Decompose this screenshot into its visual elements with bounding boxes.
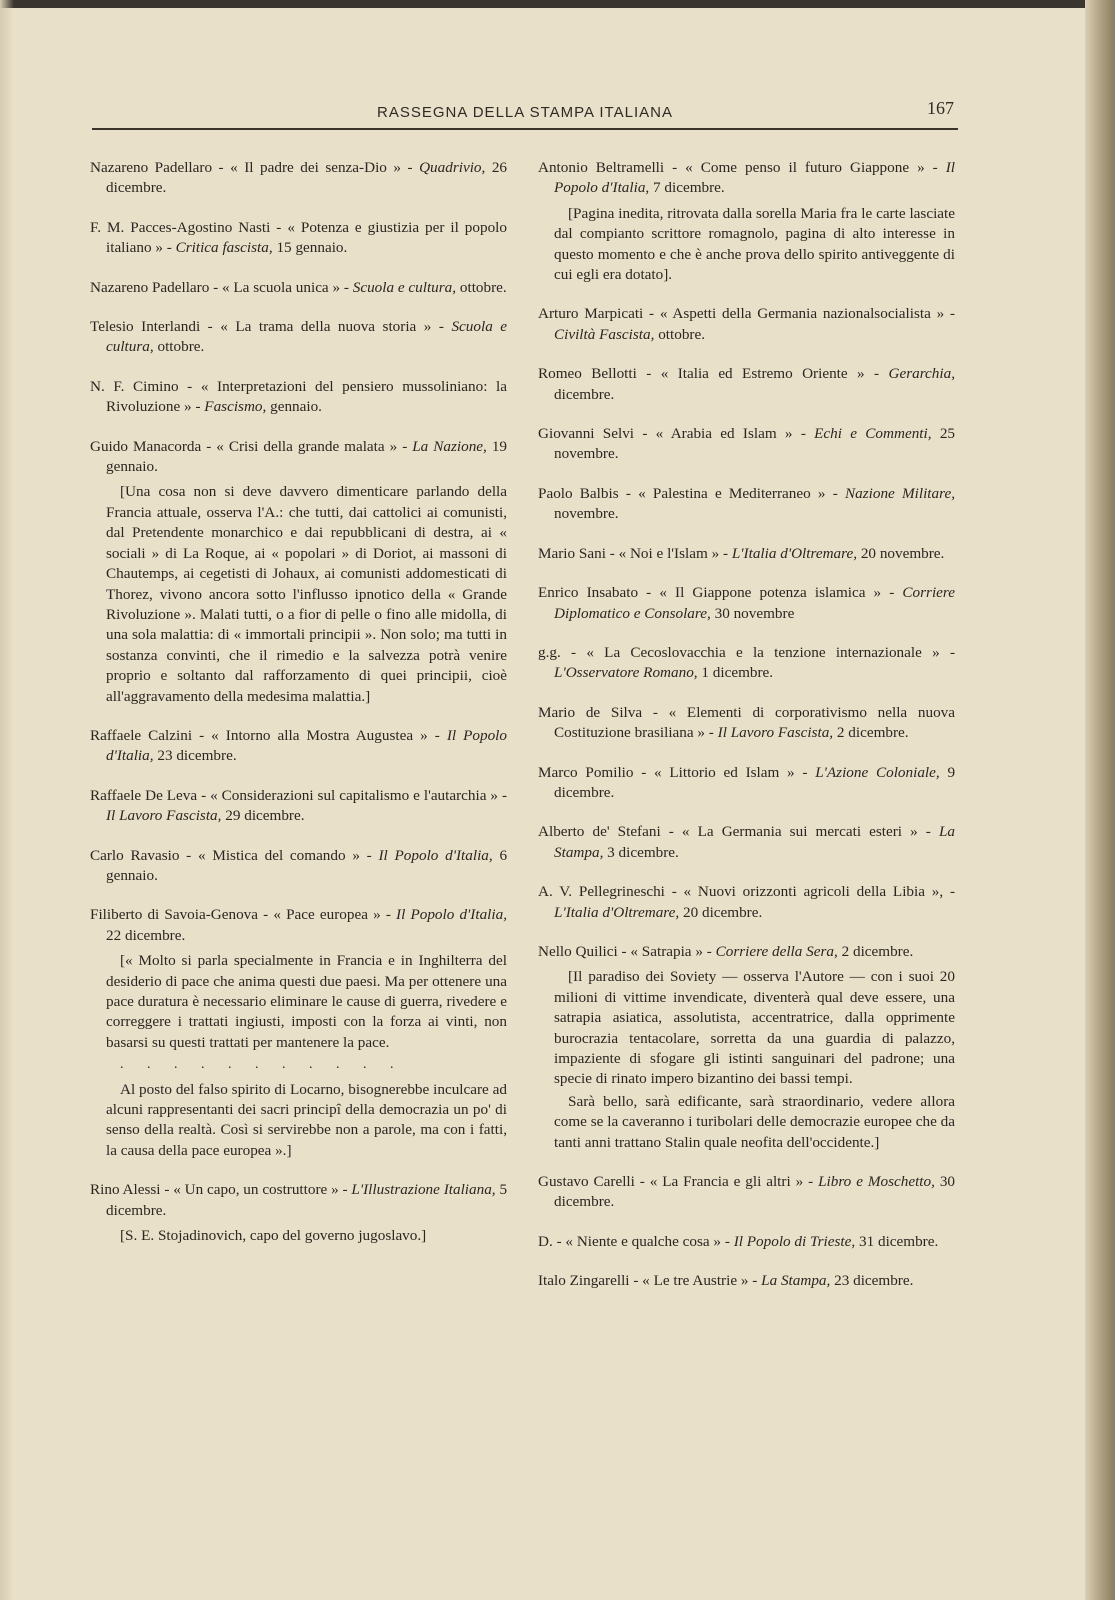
bibliography-entry bbox=[90, 786, 507, 827]
citation: Romeo Bellotti - « Italia ed Estremo Oriente » - Gerarchia, dicembre. bbox=[538, 365, 956, 403]
citation: Guido Manacorda - « Crisi della grande malata » - La Nazione, 19 gennaio. bbox=[90, 437, 508, 476]
entry-author: Telesio Interlandi bbox=[90, 318, 201, 336]
left-column bbox=[90, 158, 507, 1265]
entry-date: 2 dicembre. bbox=[841, 942, 914, 960]
entry-publication: Corriere della Sera, bbox=[715, 942, 838, 960]
entry-author: N. F. Cimino bbox=[90, 377, 179, 395]
entry-date: 22 dicembre. bbox=[106, 926, 186, 944]
citation: A. V. Pellegrineschi - « Nuovi orizzonti agricoli della Libia », - L'Italia d'Oltremare, 20 dicembre. bbox=[538, 883, 955, 921]
entry-date: 30 dicembre. bbox=[554, 1173, 956, 1211]
citation: Marco Pomilio - « Littorio ed Islam » - L'Azione Coloniale, 9 dicembre. bbox=[538, 763, 956, 801]
entry-publication: Nazione Militare, bbox=[845, 484, 955, 502]
entry-title: « Mistica del comando » bbox=[197, 846, 360, 864]
entry-title: « Palestina e Mediterraneo » bbox=[638, 484, 826, 502]
citation: N. F. Cimino - « Interpretazioni del pensiero mussoliniano: la Rivoluzione » - Fascismo, gennaio. bbox=[90, 377, 507, 416]
note-paragraph: [Il paradiso dei Soviety — osserva l'Autore — con i suoi 20 milioni di vittime invendicate, diventerà qual deve essere, una satrapia asiatica, assolutista, accentratrice, dalla opprimente burocrazia tentacolare, sorretta da una guardia di palazzo, impaziente di sfogare gli istinti sanguinari del padrone; una specie di rinato impero bizantino dei bassi tempi. bbox=[554, 968, 955, 1088]
entry-publication: La Stampa, bbox=[761, 1272, 831, 1290]
bibliography-entry bbox=[538, 882, 955, 923]
entry-date: 26 dicembre. bbox=[106, 159, 508, 197]
entry-date: 23 dicembre. bbox=[157, 747, 237, 765]
note-paragraph: [Pagina inedita, ritrovata dalla sorella Maria fra le carte lasciate dal compianto scrittore romagnolo, pagina di alto interesse in questo momento e che è anche prova dello spirito antiveggente di cui egli era dotato]. bbox=[554, 204, 955, 284]
entry-author: Carlo Ravasio bbox=[90, 846, 180, 864]
citation: Nello Quilici - « Satrapia » - Corriere della Sera, 2 dicembre. bbox=[538, 942, 914, 960]
page-top-edge bbox=[0, 0, 1115, 8]
entry-date: 5 dicembre. bbox=[106, 1181, 508, 1219]
entry-date: 9 dicembre. bbox=[554, 763, 956, 801]
entry-date: 31 dicembre. bbox=[858, 1232, 939, 1250]
entry-author: Italo Zingarelli bbox=[538, 1272, 630, 1290]
citation: F. M. Pacces-Agostino Nasti - « Potenza e giustizia per il popolo italiano » - Critica fascista, 15 gennaio. bbox=[90, 218, 507, 257]
entry-date: 20 novembre. bbox=[860, 544, 945, 562]
citation: Carlo Ravasio - « Mistica del comando » - Il Popolo d'Italia, 6 gennaio. bbox=[90, 846, 508, 884]
running-title: RASSEGNA DELLA STAMPA ITALIANA bbox=[377, 104, 673, 121]
entry-note bbox=[106, 951, 507, 1161]
entry-title: « La Cecoslovacchia e la tenzione internazionale » bbox=[586, 643, 940, 661]
bibliography-entry bbox=[90, 317, 507, 358]
citation: Telesio Interlandi - « La trama della nuova storia » - Scuola e cultura, ottobre. bbox=[90, 318, 508, 356]
entry-publication: L'Azione Coloniale, bbox=[815, 763, 940, 781]
bibliography-entry bbox=[90, 846, 507, 887]
citation: Nazareno Padellaro - « La scuola unica » - Scuola e cultura, ottobre. bbox=[90, 278, 507, 296]
entry-author: Alberto de' Stefani bbox=[538, 823, 661, 841]
bibliography-entry bbox=[90, 218, 507, 259]
entry-author: Nazareno Padellaro bbox=[90, 159, 213, 176]
entry-title: « La Germania sui mercati esteri » bbox=[681, 823, 918, 841]
bibliography-entry bbox=[90, 905, 507, 1161]
entry-publication: Il Popolo d'Italia, bbox=[106, 726, 507, 765]
entry-note bbox=[554, 204, 955, 286]
entry-date: 29 dicembre. bbox=[225, 807, 305, 825]
right-column bbox=[538, 158, 955, 1311]
entry-publication: L'Italia d'Oltremare, bbox=[731, 544, 858, 562]
entry-publication: Il Popolo d'Italia, bbox=[396, 906, 508, 924]
entry-title: « Come penso il futuro Giappone » bbox=[685, 159, 925, 176]
note-paragraph: [S. E. Stojadinovich, capo del governo jugoslavo.] bbox=[120, 1227, 427, 1245]
entry-author: Romeo Bellotti bbox=[538, 365, 637, 383]
bibliography-entry bbox=[538, 1271, 955, 1291]
entry-publication: Corriere Diplomatico e Consolare, bbox=[554, 584, 956, 622]
entry-title: « Un capo, un costruttore » bbox=[173, 1181, 339, 1199]
citation: Nazareno Padellaro - « Il padre dei senza-Dio » - Quadrivio, 26 dicembre. bbox=[90, 159, 508, 197]
bibliography-entry bbox=[538, 304, 955, 345]
entry-title: « Le tre Austrie » bbox=[642, 1272, 749, 1290]
entry-publication: Il Lavoro Fascista, bbox=[106, 807, 222, 825]
entry-title: « Littorio ed Islam » bbox=[654, 763, 795, 781]
entry-author: Arturo Marpicati bbox=[538, 305, 644, 323]
bibliography-entry bbox=[538, 158, 955, 285]
bibliography-entry bbox=[90, 726, 507, 767]
citation: Alberto de' Stefani - « La Germania sui mercati esteri » - La Stampa, 3 dicembre. bbox=[538, 823, 955, 861]
bibliography-entry bbox=[90, 278, 507, 298]
entry-date: 7 dicembre. bbox=[653, 179, 725, 197]
entry-title: « Elementi di corporativismo nella nuova Costituzione brasiliana » bbox=[554, 703, 956, 742]
entry-date: 2 dicembre. bbox=[836, 724, 909, 742]
entry-note bbox=[106, 1226, 507, 1246]
entry-publication: L'Illustrazione Italiana, bbox=[351, 1181, 496, 1199]
citation: D. - « Niente e qualche cosa » - Il Popolo di Trieste, 31 dicembre. bbox=[538, 1232, 939, 1250]
entry-publication: Gerarchia, bbox=[888, 365, 956, 383]
note-paragraph: [Una cosa non si deve davvero dimenticare parlando della Francia attuale, osserva l'A.: che tutti, dai cattolici ai comunisti, dal Pretendente monarchico e dai repubblicani di destra, ai « sociali » di La Roque, ai « popolari » di Doriot, ai massoni di Chautemps, ai cegetisti di Johaux, ai comunisti addomesticati di Thorez, vivono ancora sotto l'influsso ipnotico della « Grande Rivoluzione ». Malati tutti, o a fior di pelle o fino alle midolla, di una sola malattia: di « immortali principii ». Non solo; ma tutti in sostanza convinti, che il rimedio e la salvezza potrà venire proprio e soltanto dal rafforzamento di quei principii, cioè all'aggravamento della medesima malattia.] bbox=[106, 483, 507, 705]
entry-title: « Niente e qualche cosa » bbox=[565, 1232, 722, 1250]
entry-date: 6 gennaio. bbox=[106, 846, 508, 884]
entry-date: 20 dicembre. bbox=[682, 903, 763, 921]
entry-title: « Il Giappone potenza islamica » bbox=[659, 584, 882, 602]
citation: Enrico Insabato - « Il Giappone potenza islamica » - Corriere Diplomatico e Consolare, 30 novembre bbox=[538, 584, 956, 622]
bibliography-entry bbox=[538, 544, 955, 564]
running-header bbox=[92, 96, 958, 122]
note-paragraph: Al posto del falso spirito di Locarno, bisognerebbe inculcare ad alcuni rappresentanti dei sacri principî della democrazia un po' di senso della realtà. Così si servirebbe non a parole, ma con i fatti, la causa della pace europea ».] bbox=[106, 1080, 507, 1159]
bibliography-entry bbox=[538, 643, 955, 684]
bibliography-entry bbox=[538, 822, 955, 863]
entry-publication: Quadrivio, bbox=[419, 159, 486, 176]
entry-author: Nazareno Padellaro bbox=[90, 278, 210, 296]
entry-title: « Italia ed Estremo Oriente » bbox=[660, 365, 865, 383]
entry-date: 1 dicembre. bbox=[701, 664, 774, 682]
entry-title: « Aspetti della Germania nazionalsocialista » bbox=[659, 305, 945, 323]
entry-date: 25 novembre. bbox=[554, 425, 955, 463]
citation: Italo Zingarelli - « Le tre Austrie » - La Stampa, 23 dicembre. bbox=[538, 1272, 914, 1290]
entry-author: F. M. Pacces-Agostino Nasti bbox=[90, 218, 271, 236]
note-paragraph: Sarà bello, sarà edificante, sarà straordinario, vedere allora come se la caveranno i turibolari delle democrazie europee che da tanti anni trattano Stalin quale neofita dell'occidente.] bbox=[554, 1092, 955, 1151]
entry-date: 23 dicembre. bbox=[834, 1272, 914, 1290]
entry-date: 30 novembre bbox=[714, 604, 795, 622]
entry-note bbox=[106, 482, 507, 706]
citation: Mario Sani - « Noi e l'Islam » - L'Italia d'Oltremare, 20 novembre. bbox=[538, 544, 945, 562]
entry-title: « Crisi della grande malata » bbox=[216, 437, 398, 455]
entry-author: Gustavo Carelli bbox=[538, 1173, 635, 1191]
bibliography-entry bbox=[538, 364, 955, 405]
entry-title: « Satrapia » bbox=[630, 942, 703, 960]
entry-author: Mario Sani bbox=[538, 544, 606, 562]
entry-author: Giovanni Selvi bbox=[538, 425, 635, 443]
citation: Gustavo Carelli - « La Francia e gli altri » - Libro e Moschetto, 30 dicembre. bbox=[538, 1173, 956, 1211]
citation: Antonio Beltramelli - « Come penso il futuro Giappone » - Il Popolo d'Italia, 7 dicembre. bbox=[538, 159, 956, 197]
entry-date: ottobre. bbox=[157, 338, 205, 356]
entry-title: « Considerazioni sul capitalismo e l'autarchia » bbox=[210, 786, 499, 804]
entry-date: novembre. bbox=[554, 505, 619, 523]
ellipsis-row: . . . . . . . . . . . bbox=[120, 1057, 404, 1073]
entry-author: A. V. Pellegrineschi bbox=[538, 883, 665, 901]
entry-title: « Potenza e giustizia per il popolo italiano » bbox=[106, 218, 507, 257]
entry-publication: Il Popolo di Trieste, bbox=[733, 1232, 856, 1250]
entry-author: D. bbox=[538, 1232, 553, 1250]
entry-title: « La Francia e gli altri » bbox=[649, 1173, 804, 1191]
entry-publication: L'Italia d'Oltremare, bbox=[554, 903, 680, 921]
entry-title: « Interpretazioni del pensiero mussoliniano: la Rivoluzione » bbox=[106, 377, 507, 416]
entry-author: Nello Quilici bbox=[538, 942, 618, 960]
entry-publication: Scuola e cultura, bbox=[352, 278, 457, 296]
bibliography-entry bbox=[538, 763, 955, 804]
entry-author: Filiberto di Savoia-Genova bbox=[90, 906, 259, 924]
entry-date: dicembre. bbox=[554, 385, 615, 403]
entry-title: « La trama della nuova storia » bbox=[220, 318, 432, 336]
citation: Giovanni Selvi - « Arabia ed Islam » - Echi e Commenti, 25 novembre. bbox=[538, 425, 955, 463]
entry-date: gennaio. bbox=[270, 398, 322, 416]
citation: Arturo Marpicati - « Aspetti della Germania nazionalsocialista » - Civiltà Fascista, ottobre. bbox=[538, 305, 955, 343]
page-left-shadow bbox=[0, 0, 14, 1600]
entry-publication: Critica fascista, bbox=[175, 239, 273, 257]
entry-publication: Il Lavoro Fascista, bbox=[717, 724, 834, 742]
citation: g.g. - « La Cecoslovacchia e la tenzione internazionale » - L'Osservatore Romano, 1 dicembre. bbox=[538, 643, 956, 682]
bibliography-entry bbox=[538, 583, 955, 624]
bibliography-entry bbox=[90, 437, 507, 707]
header-rule bbox=[92, 128, 958, 130]
entry-date: 15 gennaio. bbox=[276, 239, 348, 257]
entry-publication: Libro e Moschetto, bbox=[818, 1173, 935, 1191]
entry-publication: Echi e Commenti, bbox=[814, 425, 932, 443]
entry-title: « Nuovi orizzonti agricoli della Libia », bbox=[683, 883, 944, 901]
bibliography-entry bbox=[90, 377, 507, 418]
entry-publication: Civiltà Fascista, bbox=[554, 325, 655, 343]
note-paragraph: [« Molto si parla specialmente in Francia e in Inghilterra del desiderio di pace che anima questi due paesi. Ma per ottenere una pace duratura è necessario eliminare le cause di guerra, rivedere e correggere i trattati ingiusti, imposti con la forza ai vinti, non basarsi su questi trattati per mantenere la pace. bbox=[106, 952, 507, 1051]
entry-author: Rino Alessi bbox=[90, 1181, 161, 1199]
citation: Rino Alessi - « Un capo, un costruttore » - L'Illustrazione Italiana, 5 dicembre. bbox=[90, 1181, 508, 1219]
bibliography-entry bbox=[538, 942, 955, 1153]
entry-author: Raffaele De Leva bbox=[90, 786, 198, 804]
entry-title: « Noi e l'Islam » bbox=[618, 544, 720, 562]
entry-author: Paolo Balbis bbox=[538, 484, 619, 502]
entry-title: « Intorno alla Mostra Augustea » bbox=[211, 726, 428, 744]
entry-title: « Il padre dei senza-Dio » bbox=[230, 159, 401, 176]
citation: Mario de Silva - « Elementi di corporativismo nella nuova Costituzione brasiliana » - Il Lavoro Fascista, 2 dicembre. bbox=[538, 703, 956, 742]
bibliography-entry bbox=[90, 1180, 507, 1246]
entry-author: g.g. bbox=[538, 643, 561, 661]
entry-note bbox=[554, 967, 955, 1153]
entry-author: Antonio Beltramelli bbox=[538, 159, 665, 176]
entry-publication: Il Popolo d'Italia, bbox=[378, 846, 493, 864]
bibliography-entry bbox=[538, 1232, 955, 1252]
entry-publication: La Stampa, bbox=[554, 823, 955, 861]
bibliography-entry bbox=[538, 703, 955, 744]
entry-publication: Il Popolo d'Italia, bbox=[554, 159, 956, 197]
bibliography-entry bbox=[538, 424, 955, 465]
citation: Raffaele De Leva - « Considerazioni sul capitalismo e l'autarchia » - Il Lavoro Fascista, 29 dicembre. bbox=[90, 786, 508, 825]
entry-title: « Pace europea » bbox=[273, 906, 381, 924]
citation: Raffaele Calzini - « Intorno alla Mostra Augustea » - Il Popolo d'Italia, 23 dicembre. bbox=[90, 726, 507, 765]
entry-publication: Fascismo, bbox=[204, 398, 267, 416]
entry-author: Mario de Silva bbox=[538, 703, 643, 721]
entry-date: ottobre. bbox=[658, 325, 706, 343]
bibliography-entry bbox=[90, 158, 507, 199]
entry-date: 3 dicembre. bbox=[607, 843, 679, 861]
entry-author: Raffaele Calzini bbox=[90, 726, 193, 744]
entry-author: Guido Manacorda bbox=[90, 437, 202, 455]
citation: Filiberto di Savoia-Genova - « Pace europea » - Il Popolo d'Italia, 22 dicembre. bbox=[90, 906, 508, 944]
entry-author: Enrico Insabato bbox=[538, 584, 639, 602]
entry-publication: Scuola e cultura, bbox=[106, 318, 508, 356]
citation: Paolo Balbis - « Palestina e Mediterraneo » - Nazione Militare, novembre. bbox=[538, 484, 955, 523]
entry-title: « Arabia ed Islam » bbox=[655, 425, 793, 443]
entry-publication: La Nazione, bbox=[412, 437, 487, 455]
bibliography-entry bbox=[538, 1172, 955, 1213]
entry-title: « La scuola unica » bbox=[221, 278, 341, 296]
entry-date: ottobre. bbox=[459, 278, 507, 296]
entry-author: Marco Pomilio bbox=[538, 763, 634, 781]
book-spine-edge bbox=[1085, 0, 1115, 1600]
bibliography-entry bbox=[538, 484, 955, 525]
entry-publication: L'Osservatore Romano, bbox=[554, 664, 698, 682]
page-number: 167 bbox=[927, 98, 954, 118]
entry-date: 19 gennaio. bbox=[106, 437, 508, 476]
